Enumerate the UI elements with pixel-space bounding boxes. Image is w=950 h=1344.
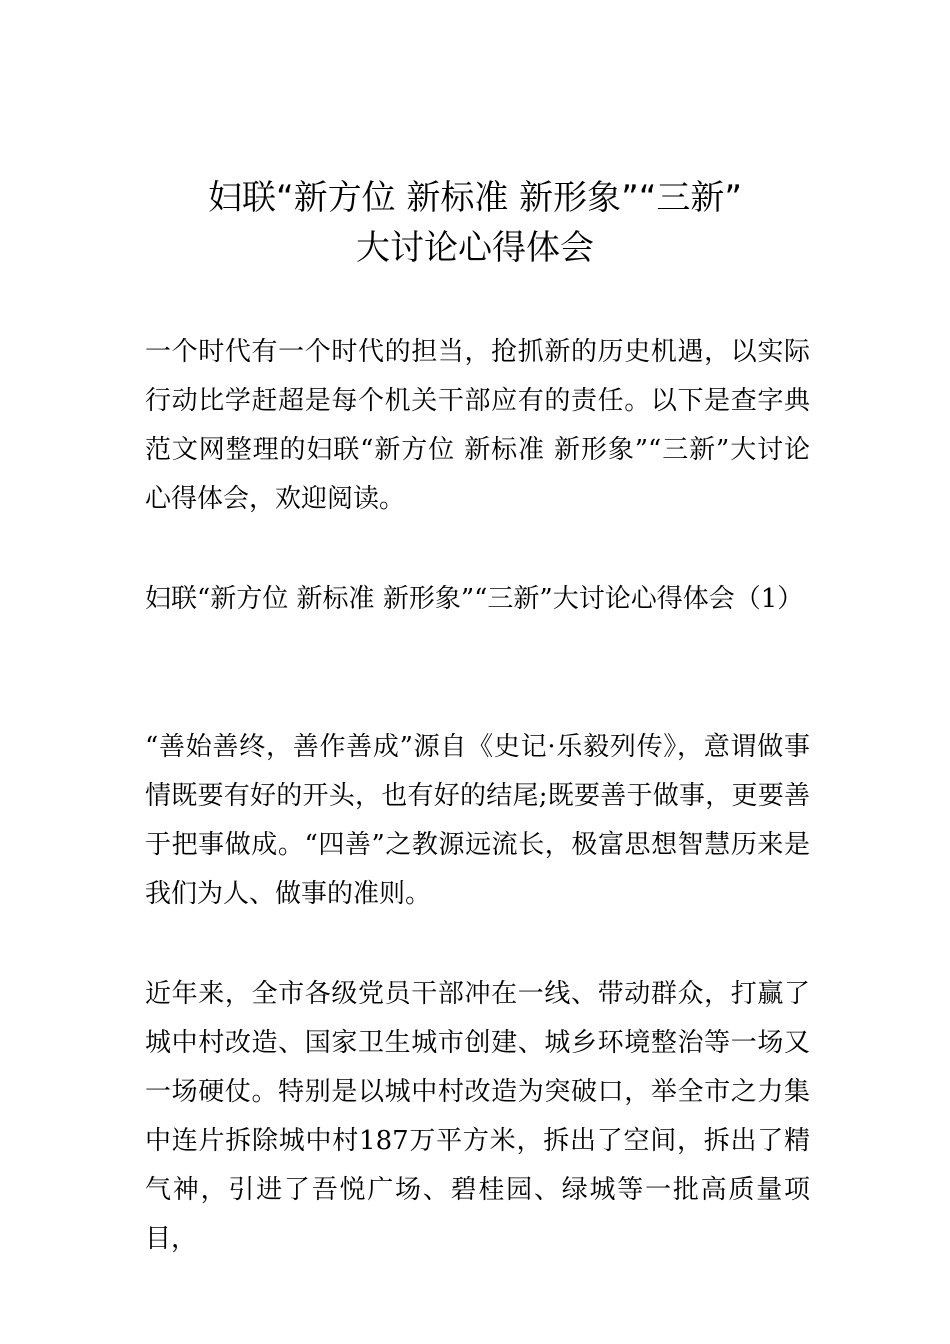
- intro-paragraph: 一个时代有一个时代的担当，抢抓新的历史机遇，以实际行动比学赶超是每个机关干部应有的责任。以下是查字典范文网整理的妇联“新方位 新标准 新形象”“三新”大讨论心得体会，欢迎阅读。: [145, 337, 810, 514]
- body-paragraph-1: “善始善终，善作善成”源自《史记·乐毅列传》，意谓做事情既要有好的开头，也有好的结尾;既要善于做事，更要善于把事做成。“四善”之教源远流长，极富思想智慧历来是我们为人、做事的准则。: [145, 732, 810, 909]
- section-heading: 妇联“新方位 新标准 新形象”“三新”大讨论心得体会（1）: [145, 584, 804, 614]
- document-title-line-2: 大讨论心得体会: [356, 228, 594, 268]
- document-title-line-1: 妇联“新方位 新标准 新形象”“三新”: [207, 178, 743, 218]
- body-paragraph-2: 近年来，全市各级党员干部冲在一线、带动群众，打赢了城中村改造、国家卫生城市创建、城乡环境整治等一场又一场硬仗。特别是以城中村改造为突破口，举全市之力集中连片拆除城中村187万平方米，拆出了空间，拆出了精气神，引进了吾悦广场、碧桂园、绿城等一批高质量项目，: [145, 979, 810, 1254]
